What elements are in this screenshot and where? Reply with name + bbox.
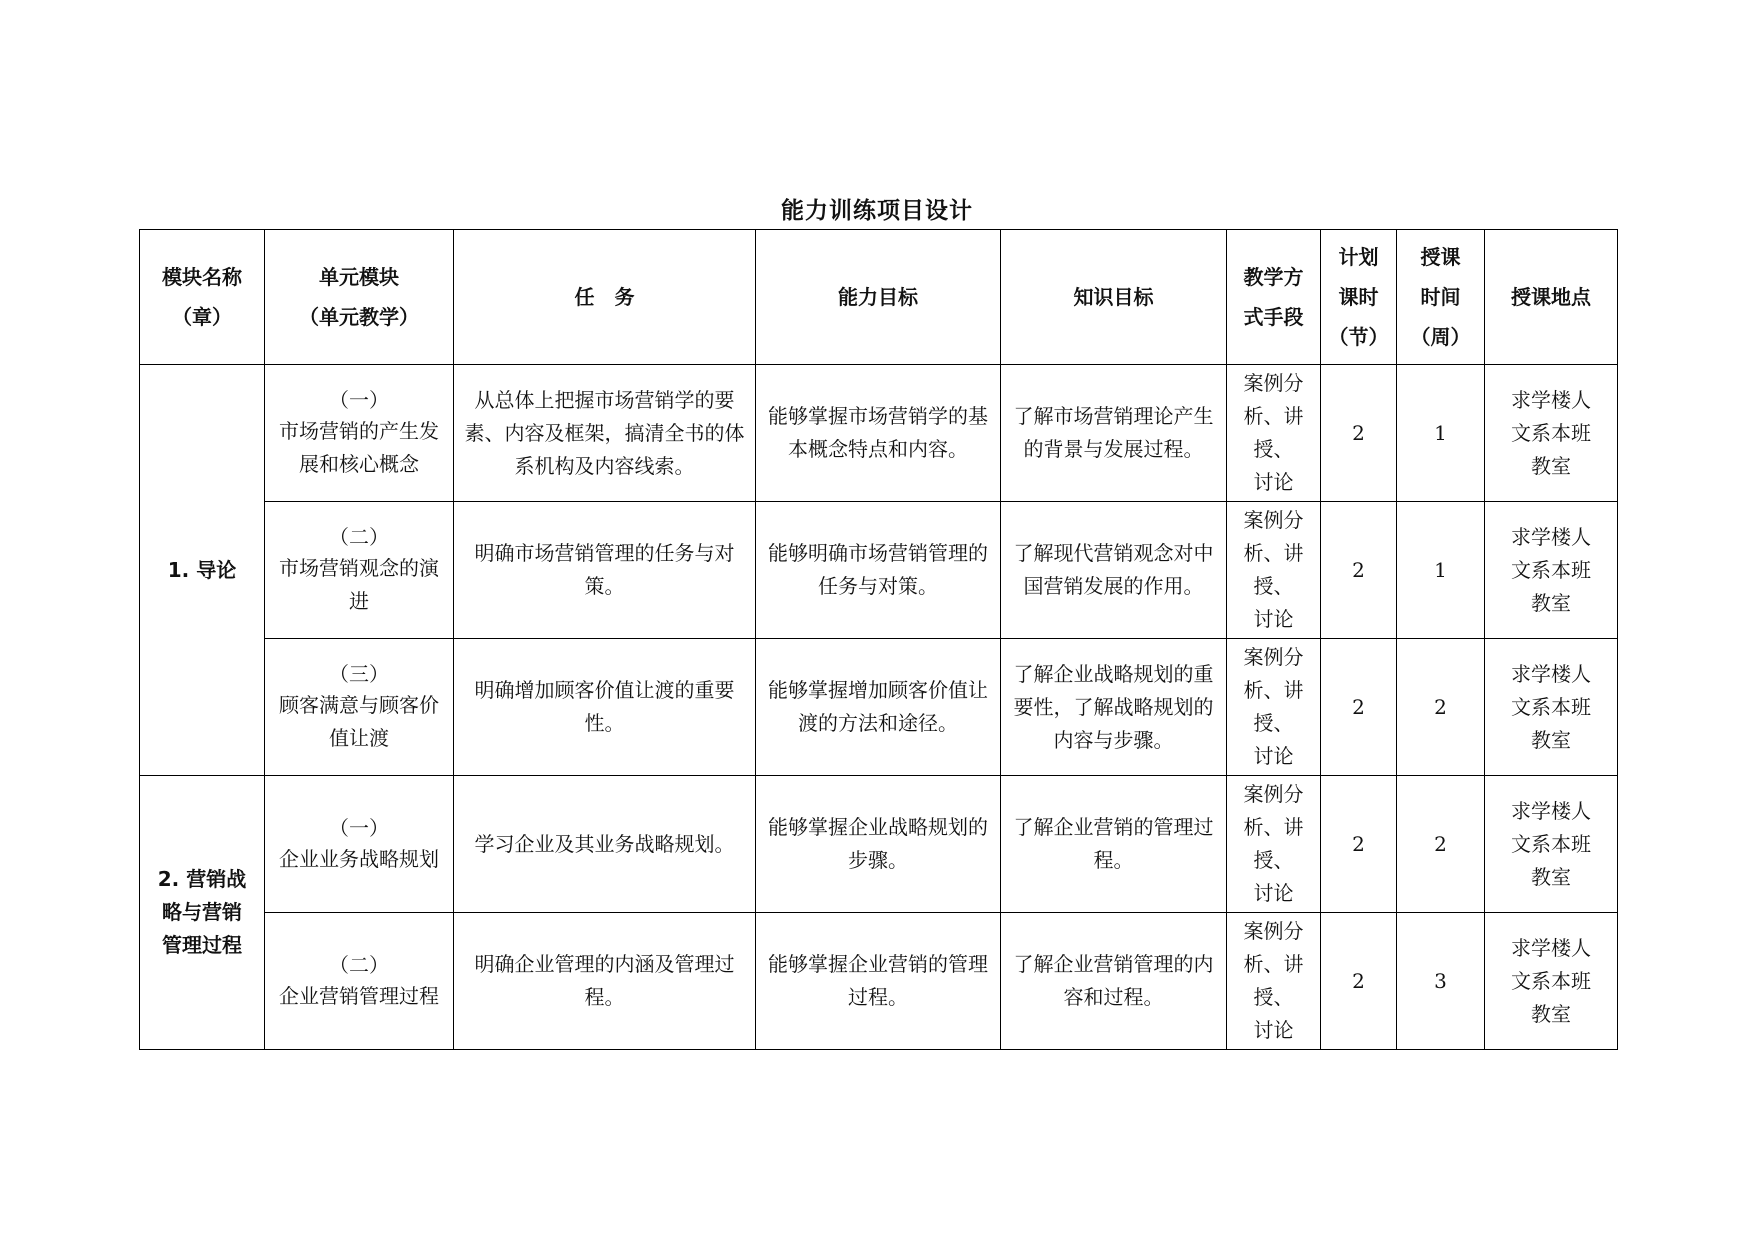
weeks-cell: 2 bbox=[1397, 639, 1485, 776]
hours-cell: 2 bbox=[1321, 502, 1397, 639]
weeks-cell: 1 bbox=[1397, 502, 1485, 639]
knowledge-cell: 了解企业营销的管理过程。 bbox=[1001, 776, 1227, 913]
training-plan-table bbox=[139, 229, 1618, 1050]
hours-cell: 2 bbox=[1321, 639, 1397, 776]
unit-cell: （一） 市场营销的产生发展和核心概念 bbox=[265, 365, 454, 502]
knowledge-cell: 了解企业营销管理的内容和过程。 bbox=[1001, 913, 1227, 1050]
table-row bbox=[140, 776, 1618, 913]
unit-cell: （二） 市场营销观念的演进 bbox=[265, 502, 454, 639]
location-cell: 求学楼人 文系本班 教室 bbox=[1485, 913, 1618, 1050]
hours-cell: 2 bbox=[1321, 365, 1397, 502]
header-row bbox=[140, 230, 1618, 365]
weeks-cell: 1 bbox=[1397, 365, 1485, 502]
location-cell: 求学楼人 文系本班 教室 bbox=[1485, 502, 1618, 639]
location-cell: 求学楼人 文系本班 教室 bbox=[1485, 639, 1618, 776]
ability-cell: 能够明确市场营销管理的任务与对策。 bbox=[756, 502, 1001, 639]
header-unit: 单元模块 （单元教学） bbox=[265, 230, 454, 365]
task-cell: 学习企业及其业务战略规划。 bbox=[454, 776, 756, 913]
header-weeks: 授课 时间 （周） bbox=[1397, 230, 1485, 365]
header-ability: 能力目标 bbox=[756, 230, 1001, 365]
weeks-cell: 3 bbox=[1397, 913, 1485, 1050]
task-cell: 从总体上把握市场营销学的要素、内容及框架，搞清全书的体系机构及内容线索。 bbox=[454, 365, 756, 502]
ability-cell: 能够掌握增加顾客价值让渡的方法和途径。 bbox=[756, 639, 1001, 776]
table-row bbox=[140, 502, 1618, 639]
header-location: 授课地点 bbox=[1485, 230, 1618, 365]
header-method: 教学方 式手段 bbox=[1227, 230, 1321, 365]
unit-cell: （一） 企业业务战略规划 bbox=[265, 776, 454, 913]
table-row bbox=[140, 365, 1618, 502]
header-knowledge: 知识目标 bbox=[1001, 230, 1227, 365]
module-name-2: 2. 营销战 略与营销 管理过程 bbox=[140, 776, 265, 1050]
ability-cell: 能够掌握企业营销的管理过程。 bbox=[756, 913, 1001, 1050]
knowledge-cell: 了解企业战略规划的重要性，了解战略规划的内容与步骤。 bbox=[1001, 639, 1227, 776]
unit-cell: （二） 企业营销管理过程 bbox=[265, 913, 454, 1050]
method-cell: 案例分 析、讲授、 讨论 bbox=[1227, 776, 1321, 913]
weeks-cell: 2 bbox=[1397, 776, 1485, 913]
location-cell: 求学楼人 文系本班 教室 bbox=[1485, 776, 1618, 913]
header-module: 模块名称 （章） bbox=[140, 230, 265, 365]
hours-cell: 2 bbox=[1321, 776, 1397, 913]
method-cell: 案例分 析、讲授、 讨论 bbox=[1227, 639, 1321, 776]
module-name-1: 1. 导论 bbox=[140, 365, 265, 776]
unit-cell: （三） 顾客满意与顾客价值让渡 bbox=[265, 639, 454, 776]
task-cell: 明确增加顾客价值让渡的重要性。 bbox=[454, 639, 756, 776]
knowledge-cell: 了解市场营销理论产生的背景与发展过程。 bbox=[1001, 365, 1227, 502]
method-cell: 案例分 析、讲授、 讨论 bbox=[1227, 913, 1321, 1050]
header-hours: 计划 课时 （节） bbox=[1321, 230, 1397, 365]
table-row bbox=[140, 913, 1618, 1050]
method-cell: 案例分 析、讲授、 讨论 bbox=[1227, 365, 1321, 502]
knowledge-cell: 了解现代营销观念对中国营销发展的作用。 bbox=[1001, 502, 1227, 639]
table-row bbox=[140, 639, 1618, 776]
page-title: 能力训练项目设计 bbox=[781, 198, 973, 224]
method-cell: 案例分 析、讲授、 讨论 bbox=[1227, 502, 1321, 639]
task-cell: 明确企业管理的内涵及管理过程。 bbox=[454, 913, 756, 1050]
location-cell: 求学楼人 文系本班 教室 bbox=[1485, 365, 1618, 502]
ability-cell: 能够掌握市场营销学的基本概念特点和内容。 bbox=[756, 365, 1001, 502]
task-cell: 明确市场营销管理的任务与对策。 bbox=[454, 502, 756, 639]
hours-cell: 2 bbox=[1321, 913, 1397, 1050]
header-task: 任 务 bbox=[454, 230, 756, 365]
ability-cell: 能够掌握企业战略规划的步骤。 bbox=[756, 776, 1001, 913]
